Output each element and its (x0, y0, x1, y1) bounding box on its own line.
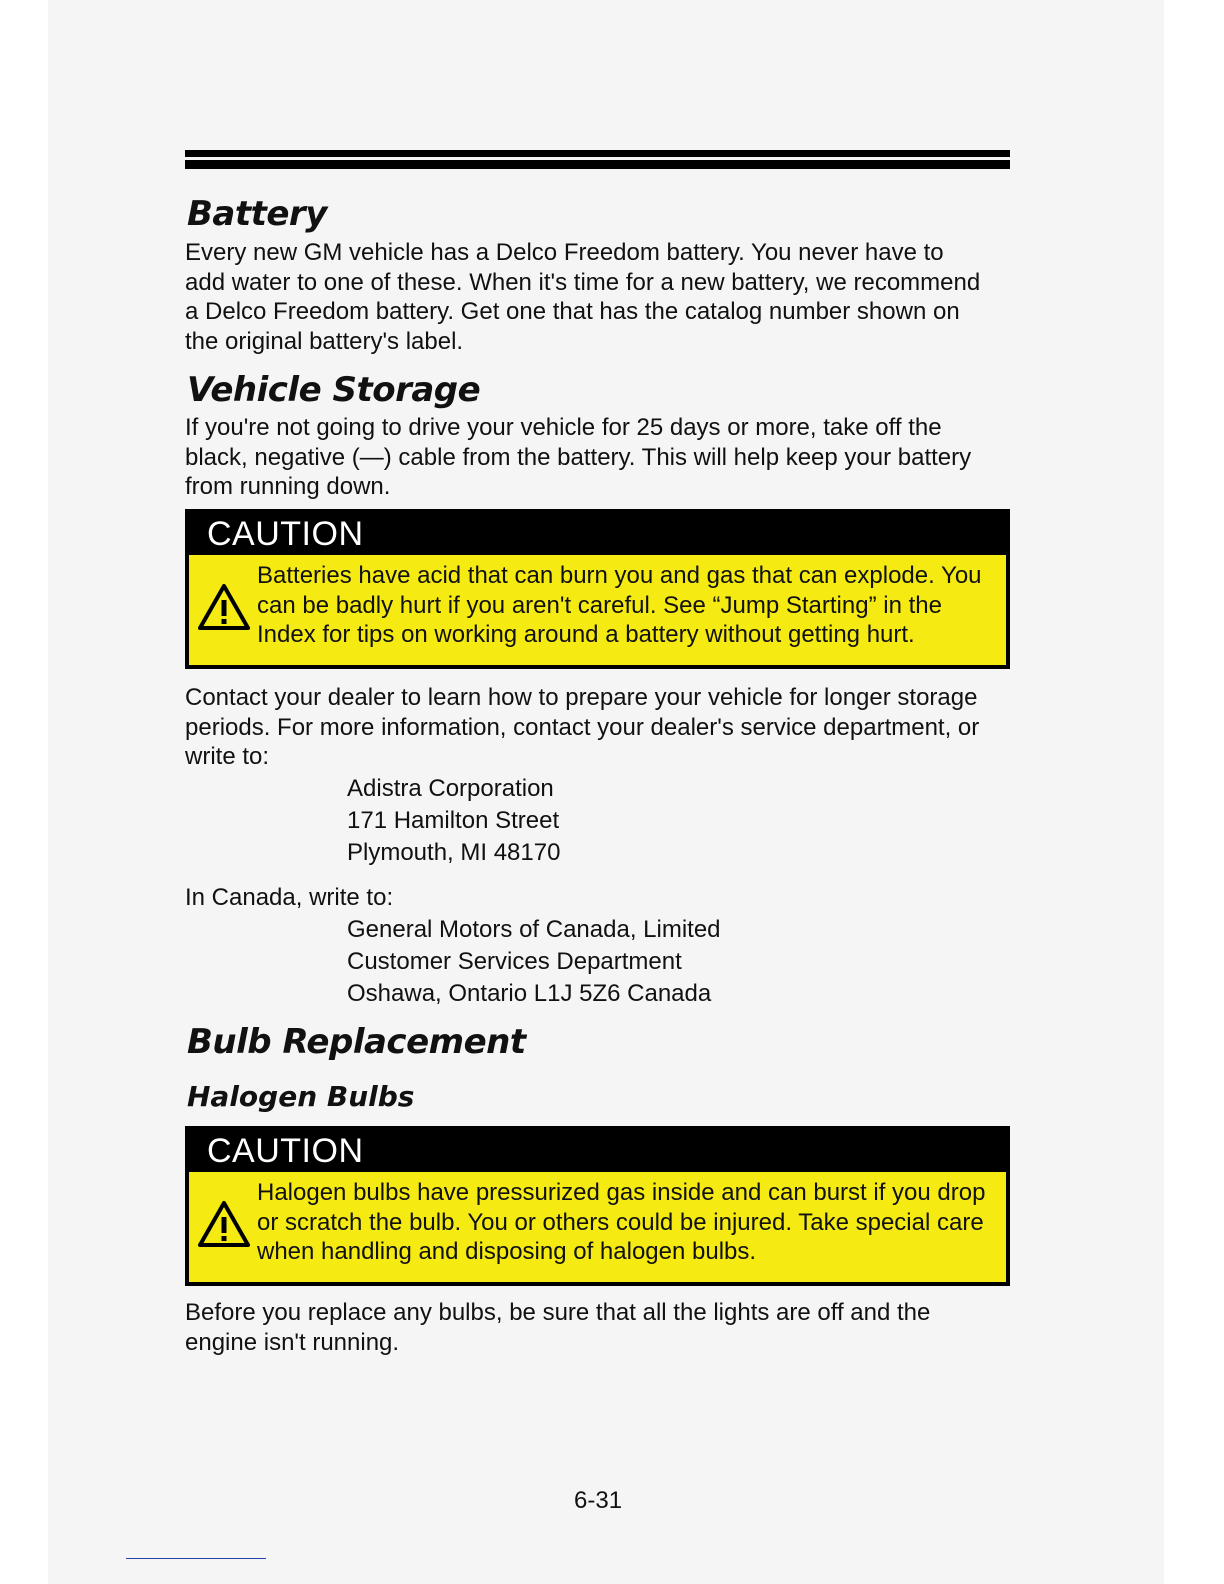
halogen-caution-box (185, 1126, 1010, 1286)
caution-body (189, 1172, 1006, 1282)
halogen-bulbs-subheading: Halogen Bulbs (187, 1080, 415, 1113)
caution-label: CAUTION (207, 1132, 364, 1170)
canada-intro: In Canada, write to: (185, 884, 394, 911)
address-line: Plymouth, MI 48170 (347, 839, 561, 866)
contact-paragraph: Contact your dealer to learn how to prepare your vehicle for longer storage periods. For more information, contact your dealer's service department, or write to: (185, 684, 980, 770)
section-rule (185, 150, 1010, 169)
warning-triangle-icon (197, 583, 251, 631)
vehicle-storage-heading: Vehicle Storage (187, 370, 481, 410)
us-address (347, 773, 560, 869)
caution-text: Batteries have acid that can burn you and gas that can explode. You can be badly hurt if you aren't careful. See “Jump Starting” in the Index for tips on working around a battery without getting hurt. (257, 562, 982, 648)
address-line: 171 Hamilton Street (347, 807, 560, 834)
page-number: 6-31 (574, 1487, 623, 1514)
bulb-paragraph: Before you replace any bulbs, be sure that all the lights are off and the engine isn't running. (185, 1299, 931, 1356)
canada-address (347, 914, 721, 1010)
bulb-replacement-heading: Bulb Replacement (187, 1022, 526, 1062)
address-line: Customer Services Department (347, 948, 682, 975)
address-line: Oshawa, Ontario L1J 5Z6 Canada (347, 980, 712, 1007)
battery-caution-box (185, 509, 1010, 669)
vehicle-storage-paragraph: If you're not going to drive your vehicle for 25 days or more, take off the black, negative (—) cable from the battery. This will help keep your battery from running down. (185, 414, 972, 500)
warning-triangle-icon (197, 1200, 251, 1248)
caution-text: Halogen bulbs have pressurized gas inside and can burst if you drop or scratch the bulb. You or others could be injured. Take special care when handling and disposing of halogen bulbs. (257, 1179, 986, 1265)
battery-heading: Battery (187, 194, 327, 234)
caution-body (189, 555, 1006, 665)
caution-label: CAUTION (207, 515, 364, 553)
address-line: Adistra Corporation (347, 775, 554, 802)
battery-paragraph: Every new GM vehicle has a Delco Freedom battery. You never have to add water to one of these. When it's time for a new battery, we recommend a Delco Freedom battery. Get one that has the catalog number shown on the original battery's label. (185, 239, 981, 355)
address-line: General Motors of Canada, Limited (347, 916, 721, 943)
footer-line (126, 1558, 266, 1559)
